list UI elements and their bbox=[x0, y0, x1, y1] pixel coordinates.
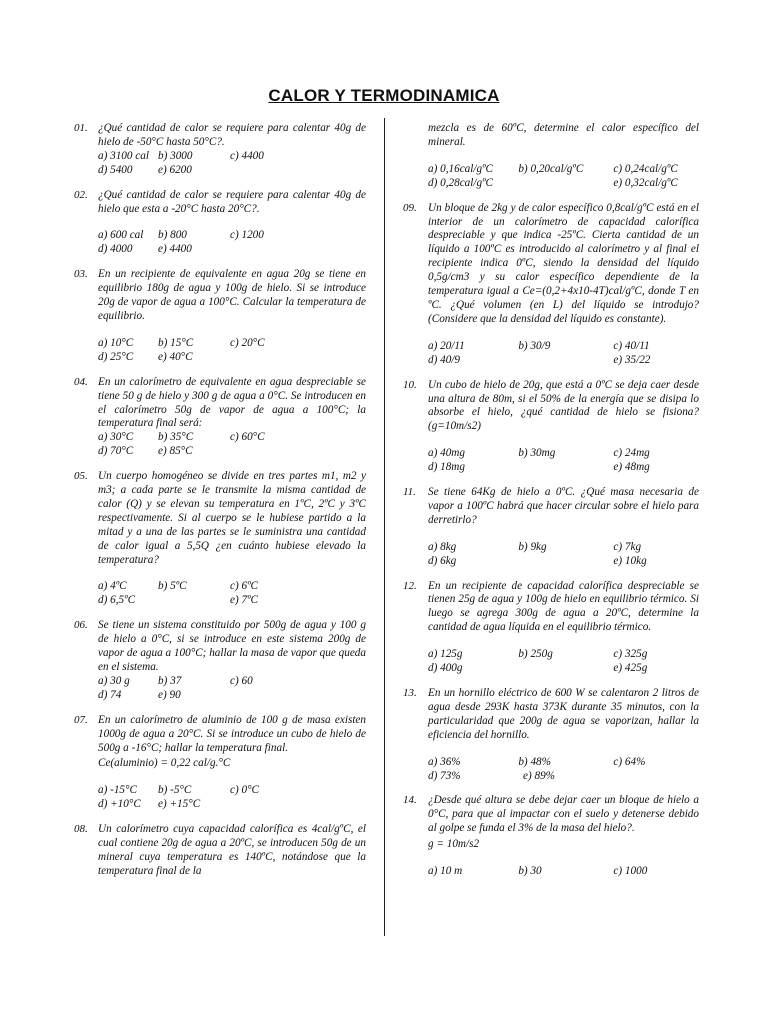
answer-option: a) 125g bbox=[428, 648, 463, 661]
option-row bbox=[428, 865, 699, 879]
question-text: ¿Qué cantidad de calor se requiere para calentar 40g de hielo de -50°C hasta 50°C?. bbox=[98, 122, 366, 148]
answer-option: c) 325g bbox=[613, 648, 648, 661]
answer-option: a) 3100 cal bbox=[98, 149, 149, 162]
question-text: Un bloque de 2kg y de calor específico 0,8cal/gºC está en el interior de un calorímetro de capacidad calorífica despreciable y que indica -25ºC. Cierta cantidad de un líquido a 100ºC es introducido al calorímetro y al final el recipiente indica 0ºC, siendo la densidad del líquido 0,5g/cm3 y su calor específico dependiente de la temperatura igual a Ce=(0,2+4x10-4T)cal/gºC, donde T en ºC. ¿Qué volumen (en L) del líquido se introdujo? (Considere que la densidad del líquido es constante). bbox=[428, 201, 699, 325]
question-number: 01. bbox=[74, 122, 88, 134]
answer-option: e) 0,32cal/gºC bbox=[613, 176, 678, 189]
question-07 bbox=[74, 714, 366, 812]
answer-option: a) 10°C bbox=[98, 336, 134, 349]
answer-option: c) 0,24cal/gºC bbox=[613, 162, 678, 175]
answer-option: a) 30°C bbox=[98, 431, 134, 444]
answer-option: d) 25°C bbox=[98, 350, 134, 363]
question-text: Un cubo de hielo de 20g, que está a 0ºC se deja caer desde una altura de 80m, si el 50% de la energía que se disipa lo absorbe el hielo, ¿qué cantidad de hielo se fisiona? (g=10m/s2) bbox=[428, 378, 699, 433]
answer-option: b) 30/9 bbox=[518, 339, 551, 352]
option-row bbox=[428, 770, 699, 784]
option-row bbox=[98, 351, 366, 365]
answer-option: d) 73% bbox=[428, 769, 461, 782]
question-number: 03. bbox=[74, 268, 88, 281]
question-08 bbox=[74, 823, 366, 879]
answer-option: a) 10 m bbox=[428, 865, 463, 878]
question-text: ¿Desde qué altura se debe dejar caer un bloque de hielo a 0°C, para que al impactar con el suelo y detenerse debido al golpe se funda el 3% de la masa del hielo?. bbox=[428, 794, 699, 835]
answer-option: b) 0,20cal/gºC bbox=[518, 162, 584, 175]
answer-option: b) 30mg bbox=[518, 447, 556, 460]
answer-option: d) 5400 bbox=[98, 163, 133, 176]
question-text: Se tiene un sistema constituido por 500g de agua y 100 g de hielo a 0°C, si se introduce en este sistema 200g de vapor de agua a 100°C; hallar la masa de vapor que queda en el sistema. bbox=[98, 619, 366, 673]
answer-option: c) 64% bbox=[613, 755, 646, 768]
answer-option: e) 7ºC bbox=[230, 594, 259, 607]
option-row bbox=[98, 243, 366, 257]
option-row bbox=[98, 580, 366, 594]
option-row bbox=[98, 689, 366, 703]
option-row bbox=[98, 431, 366, 445]
option-row bbox=[428, 648, 699, 662]
answer-options bbox=[428, 163, 699, 191]
question-number: 12. bbox=[403, 579, 417, 592]
question-number: 09. bbox=[403, 201, 417, 214]
answer-option: b) 800 bbox=[158, 229, 187, 242]
question-text: En un hornillo eléctrico de 600 W se calentaron 2 litros de agua desde 293K hasta 373K durante 35 minutos, con la particularidad que 200g de agua se vaporizan, hallar la eficiencia del hornillo. bbox=[428, 687, 699, 741]
answer-option: c) 24mg bbox=[613, 447, 650, 460]
option-row bbox=[428, 447, 699, 461]
answer-option: d) 70°C bbox=[98, 445, 134, 458]
answer-option: d) 40/9 bbox=[428, 353, 461, 366]
answer-option: c) 40/11 bbox=[613, 339, 650, 352]
question-number: 02. bbox=[74, 188, 88, 201]
question-text: En un recipiente de capacidad calorífica despreciable se tienen 25g de agua y 100g de hielo en equilibrio térmico. Si luego se agrega 300g de agua a 20ºC, determine la cantidad de agua líquida en el equilibrio térmico. bbox=[428, 579, 699, 634]
question-04 bbox=[74, 376, 366, 459]
option-row bbox=[98, 150, 366, 164]
answer-option: c) 4400 bbox=[230, 149, 264, 162]
answer-option: b) 250g bbox=[518, 648, 553, 661]
answer-option: b) 30 bbox=[518, 865, 542, 878]
answer-option: b) 15°C bbox=[158, 336, 194, 349]
option-row bbox=[98, 675, 366, 689]
answer-option: e) 4400 bbox=[158, 243, 192, 256]
option-row bbox=[98, 337, 366, 351]
option-row bbox=[428, 541, 699, 555]
question-text: ¿Qué cantidad de calor se requiere para calentar 40g de hielo que esta a -20°C hasta 20°C?. bbox=[98, 188, 366, 215]
answer-option: a) 30 g bbox=[98, 674, 130, 687]
answer-option: c) 0°C bbox=[230, 784, 260, 797]
option-row bbox=[428, 177, 699, 191]
answer-option bbox=[158, 594, 230, 608]
answer-option: e) 6200 bbox=[158, 163, 192, 176]
option-row bbox=[428, 163, 699, 177]
question-text: Un calorímetro cuya capacidad calorífica es 4cal/gºC, el cual contiene 20g de agua a 20ºC, se introducen 50g de un mineral cuya temperatura es 140ºC, notándose que la temperatura final de la bbox=[98, 823, 366, 877]
answer-option: d) 4000 bbox=[98, 243, 133, 256]
answer-options bbox=[98, 337, 366, 365]
question-01 bbox=[74, 122, 366, 178]
question-text: Se tiene 64Kg de hielo a 0ºC. ¿Qué masa necesaria de vapor a 100ºC habrá que hacer circular sobre el hielo para derretirlo? bbox=[428, 486, 699, 526]
answer-options bbox=[98, 150, 366, 178]
answer-option: d) 74 bbox=[98, 688, 122, 701]
answer-option: d) 6kg bbox=[428, 554, 457, 567]
answer-option: d) 18mg bbox=[428, 461, 465, 474]
option-row bbox=[98, 445, 366, 459]
question-number: 14. bbox=[403, 794, 417, 807]
answer-options bbox=[98, 580, 366, 608]
answer-options bbox=[428, 541, 699, 569]
question-text: En un recipiente de equivalente en agua 20g se tiene en equilibrio 180g de agua y 100g de hielo. Si se introduce 20g de vapor de agua a 100°C. Calcular la temperatura de equilibrio. bbox=[98, 268, 366, 322]
question-14 bbox=[403, 794, 699, 879]
answer-option: a) 4ºC bbox=[98, 580, 127, 593]
answer-option: b) 9kg bbox=[518, 540, 547, 553]
option-row bbox=[98, 798, 366, 812]
answer-option: a) 20/11 bbox=[428, 339, 465, 352]
question-13 bbox=[403, 687, 699, 783]
answer-option: e) 10kg bbox=[613, 554, 647, 567]
question-note: g = 10m/s2 bbox=[428, 838, 480, 851]
answer-option: c) 7kg bbox=[613, 540, 642, 553]
answer-options bbox=[98, 431, 366, 459]
question-text: mezcla es de 60ºC, determine el calor específico del mineral. bbox=[428, 122, 699, 148]
answer-option: e) 90 bbox=[158, 688, 181, 701]
answer-option: d) 6,5ºC bbox=[98, 594, 136, 607]
answer-option: b) 35°C bbox=[158, 431, 194, 444]
answer-option bbox=[518, 177, 613, 191]
answer-option: a) 8kg bbox=[428, 540, 457, 553]
question-number: 10. bbox=[403, 378, 417, 391]
question-number: 05. bbox=[74, 470, 88, 483]
question-number: 06. bbox=[74, 619, 88, 632]
question-number: 07. bbox=[74, 713, 88, 726]
answer-option: b) 37 bbox=[158, 674, 182, 687]
question-number: 13. bbox=[403, 687, 417, 699]
question-note: Ce(aluminio) = 0,22 cal/g.°C bbox=[98, 757, 231, 770]
answer-option: b) 48% bbox=[518, 755, 551, 768]
left-column bbox=[74, 122, 366, 890]
answer-option: a) 36% bbox=[428, 755, 461, 768]
answer-options bbox=[98, 675, 366, 703]
answer-option: d) +10°C bbox=[98, 798, 141, 811]
answer-options bbox=[98, 229, 366, 257]
answer-option: b) -5°C bbox=[158, 784, 192, 797]
question-text: Un cuerpo homogéneo se divide en tres partes m1, m2 y m3; a cada parte se le transmite la misma cantidad de calor (Q) y se elevan su temperatura en 1ºC, 2ºC y 3ºC respectivamente. Si al cuerpo se le hubiese partido a la mitad y a una de las partes se le suministra una cantidad de calor igual a 5,5Q ¿en cuánto hubiese elevado la temperatura? bbox=[98, 470, 366, 566]
question-text: En un calorímetro de equivalente en agua despreciable se tiene 50 g de hielo y 300 g de agua a 0°C. Se introducen en el calorímetro 50g de vapor de agua a 100°C; la temperatura final será: bbox=[98, 375, 366, 430]
question-06 bbox=[74, 619, 366, 702]
option-row bbox=[428, 756, 699, 770]
answer-option: e) +15°C bbox=[158, 798, 201, 811]
answer-option: c) 60 bbox=[230, 674, 253, 687]
option-row bbox=[428, 354, 699, 368]
question-number: 11. bbox=[403, 486, 416, 499]
answer-options bbox=[428, 648, 699, 676]
question-number: 08. bbox=[74, 823, 88, 836]
option-row bbox=[428, 555, 699, 569]
answer-option: d) 400g bbox=[428, 662, 463, 675]
answer-options bbox=[428, 447, 699, 475]
answer-option: c) 60°C bbox=[230, 431, 265, 444]
question-text: En un calorímetro de aluminio de 100 g de masa existen 1000g de agua a 20°C. Si se introduce un cubo de hielo de 500g a -16°C; hallar la temperatura final. bbox=[98, 713, 366, 754]
answer-option: c) 20°C bbox=[230, 336, 265, 349]
answer-option: e) 48mg bbox=[613, 461, 650, 474]
answer-options bbox=[428, 756, 699, 784]
answer-option: c) 1000 bbox=[613, 865, 648, 878]
page-title: CALOR Y TERMODINAMICA bbox=[268, 86, 500, 105]
option-row bbox=[428, 340, 699, 354]
answer-option: a) 600 cal bbox=[98, 229, 144, 242]
answer-option: e) 40°C bbox=[158, 350, 193, 363]
answer-option: a) 0,16cal/gºC bbox=[428, 162, 493, 175]
answer-option bbox=[518, 461, 613, 475]
option-row bbox=[98, 229, 366, 243]
question-05 bbox=[74, 470, 366, 608]
option-row bbox=[98, 784, 366, 798]
answer-option: b) 5ºC bbox=[158, 580, 187, 593]
answer-options bbox=[428, 340, 699, 368]
option-row bbox=[428, 662, 699, 676]
question-03 bbox=[74, 268, 366, 364]
answer-option: e) 425g bbox=[613, 662, 648, 675]
question-12 bbox=[403, 580, 699, 676]
answer-options bbox=[98, 784, 366, 812]
answer-option: d) 0,28cal/gºC bbox=[428, 176, 493, 189]
question-number: 04. bbox=[74, 375, 88, 388]
question-09 bbox=[403, 202, 699, 368]
answer-option: c) 6ºC bbox=[230, 580, 259, 593]
column-divider bbox=[384, 118, 385, 936]
answer-option: c) 1200 bbox=[230, 229, 264, 242]
right-column bbox=[403, 122, 699, 890]
answer-option: b) 3000 bbox=[158, 149, 193, 162]
question-11 bbox=[403, 486, 699, 569]
answer-options bbox=[428, 865, 699, 879]
question-08-continued bbox=[403, 122, 699, 191]
answer-option: e) 85°C bbox=[158, 445, 193, 458]
answer-option bbox=[518, 354, 613, 368]
answer-option: e) 89% bbox=[523, 769, 555, 782]
answer-option: e) 35/22 bbox=[613, 353, 651, 366]
option-row bbox=[98, 164, 366, 178]
answer-option: a) 40mg bbox=[428, 447, 465, 460]
answer-option: a) -15°C bbox=[98, 784, 137, 797]
answer-option bbox=[518, 555, 613, 569]
answer-option bbox=[518, 662, 613, 676]
option-row bbox=[98, 594, 366, 608]
option-row bbox=[428, 461, 699, 475]
question-10 bbox=[403, 379, 699, 475]
question-02 bbox=[74, 189, 366, 258]
